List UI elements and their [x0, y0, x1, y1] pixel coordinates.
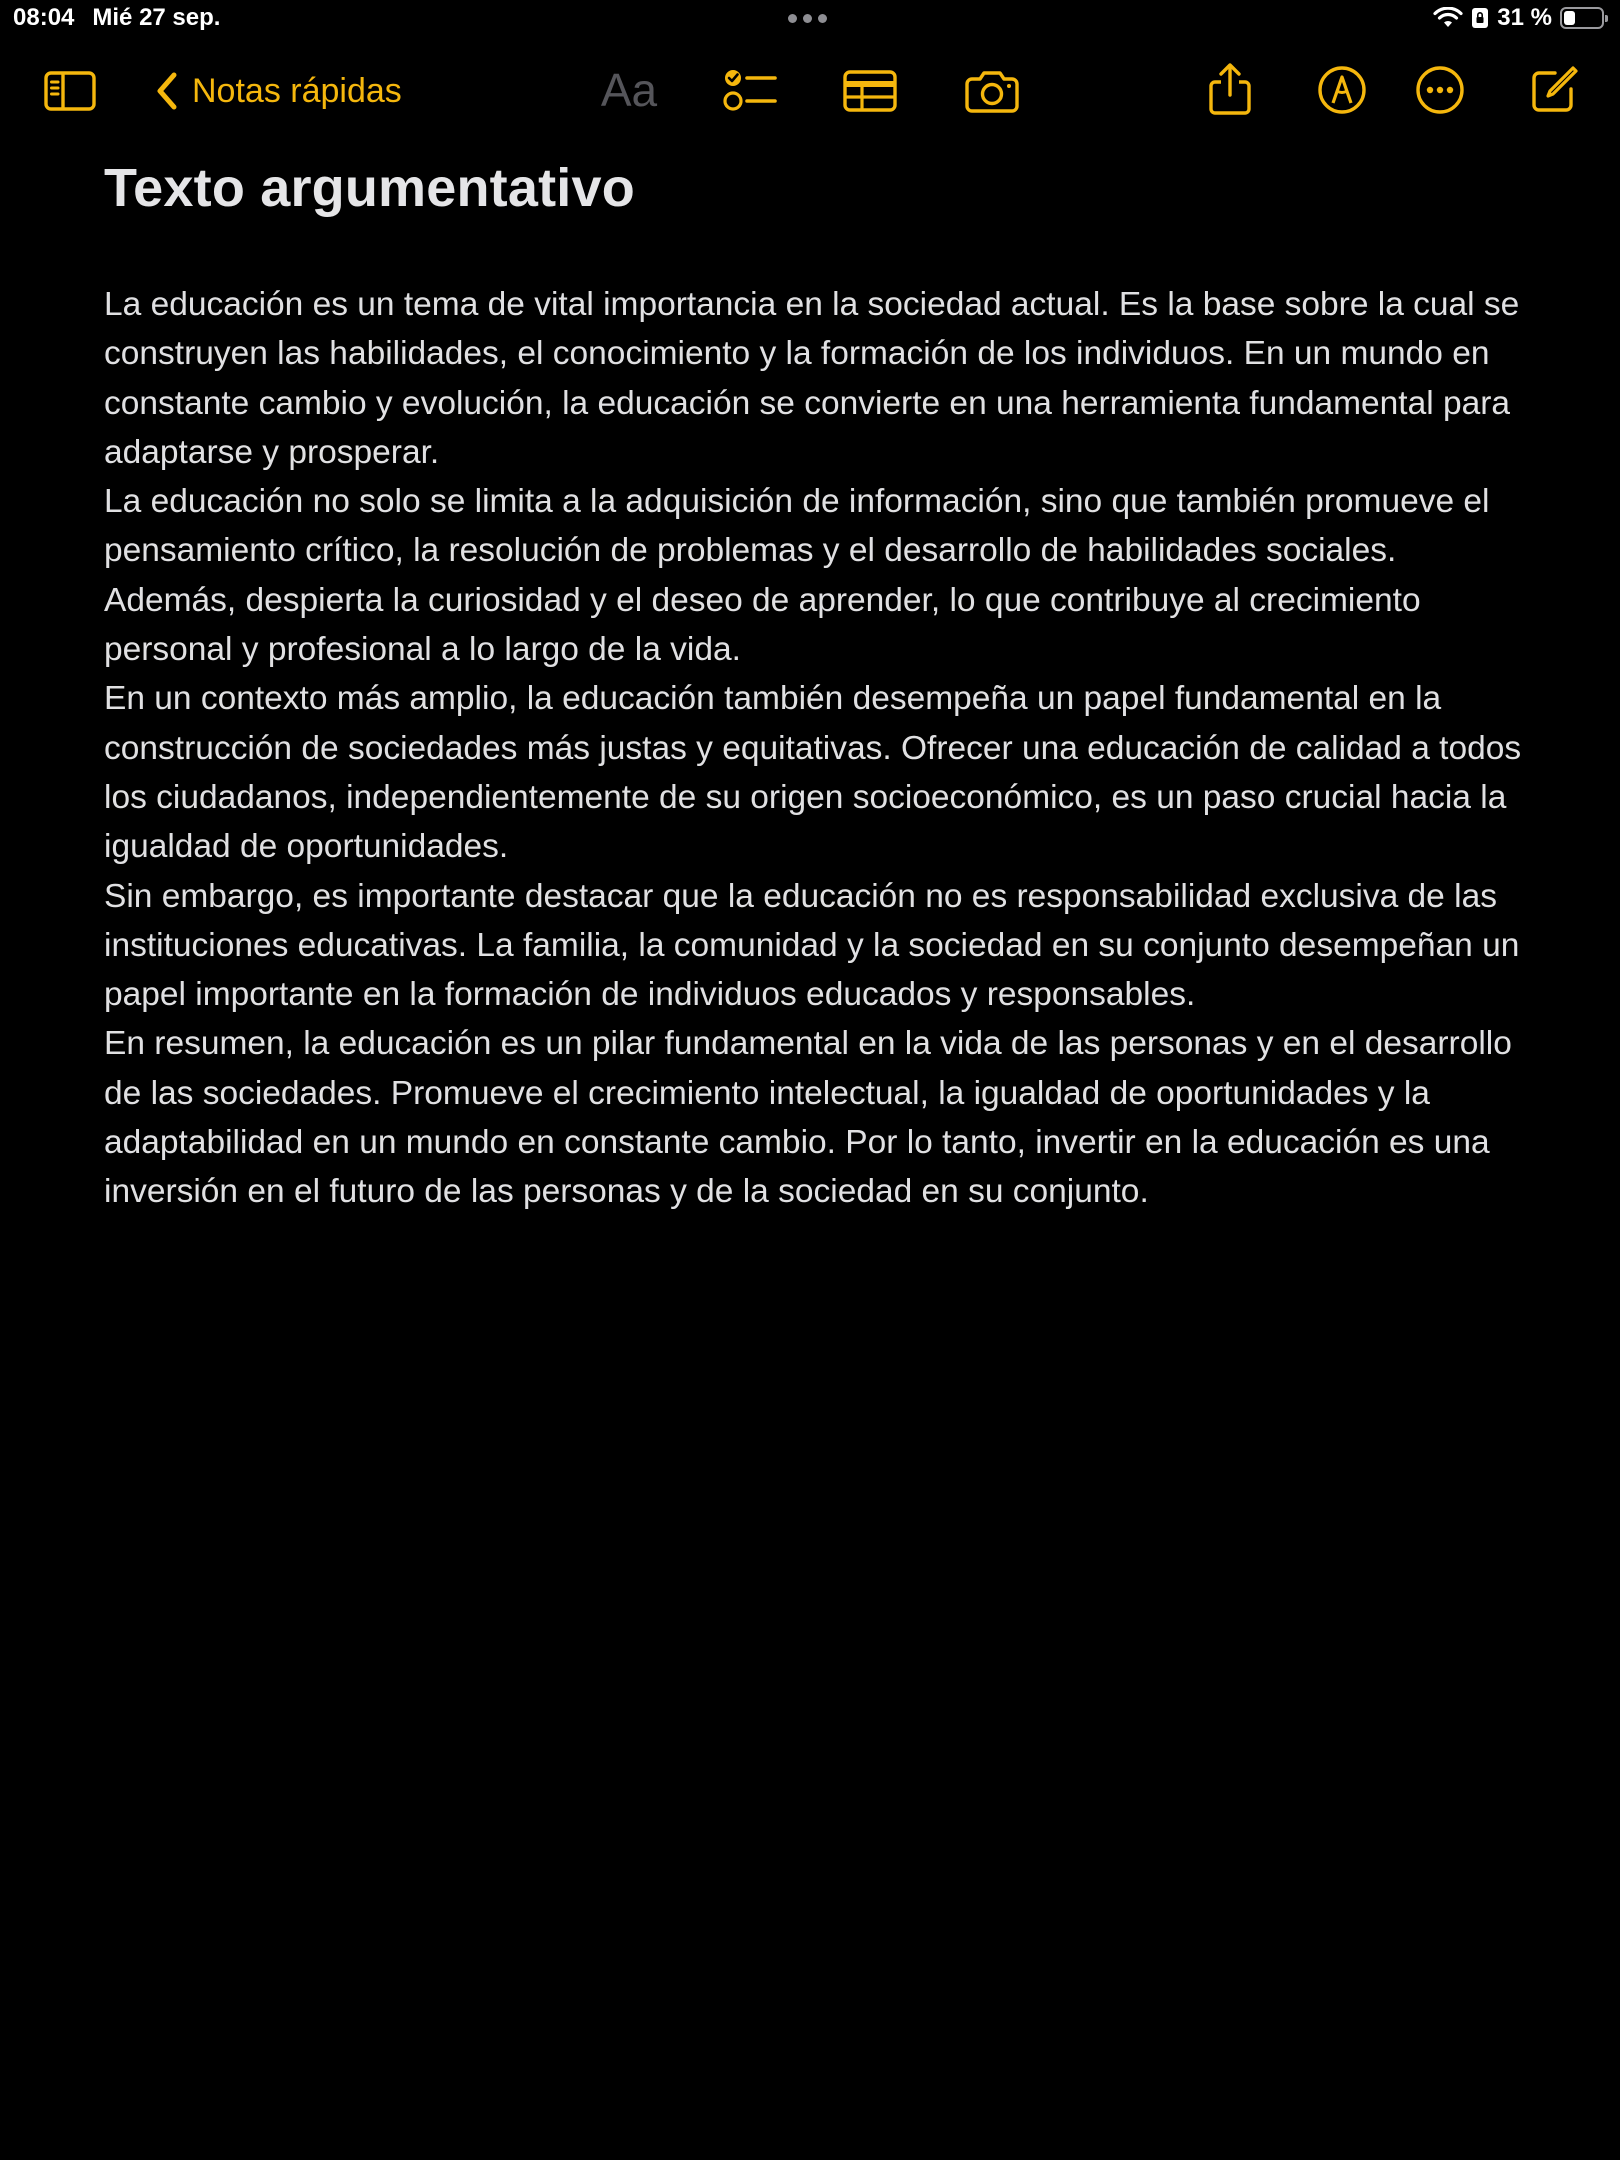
table-button[interactable]: [840, 66, 900, 116]
camera-button[interactable]: [962, 66, 1022, 116]
note-paragraph[interactable]: La educación no solo se limita a la adquisición de información, sino que también promueve el pensamiento crítico, la resolución de problemas y el desarrollo de habilidades sociales. Además, despierta la curiosidad y el deseo de aprender, lo que contribuye al crecimiento personal y profesional a lo largo de la vida.: [104, 483, 1490, 669]
note-paragraph[interactable]: En un contexto más amplio, la educación también desempeña un papel fundamental en la construcción de sociedades más justas y equitativas. Ofrecer una educación de calidad a todos los ciudadanos, independientemente de su origen socioeconómico, es un paso crucial hacia la igualdad de oportunidades.: [104, 680, 1522, 866]
multitask-dot: [788, 14, 797, 23]
note-paragraph[interactable]: La educación es un tema de vital importancia en la sociedad actual. Es la base sobre la cual se construyen las habilidades, el conocimiento y la formación de los individuos. En un mundo en constante cambio y evolución, la educación se convierte en una herramienta fundamental para adaptarse y prosperar.: [104, 286, 1520, 471]
wifi-icon: [1433, 7, 1463, 29]
share-icon: [1207, 62, 1253, 116]
back-button-label: Notas rápidas: [192, 71, 402, 110]
note-body[interactable]: [104, 280, 1524, 1217]
checklist-icon: [723, 67, 777, 113]
text-format-button[interactable]: Aa: [600, 64, 658, 116]
status-indicators: [1433, 4, 1604, 32]
notes-toolbar: [0, 50, 1620, 132]
note-paragraph[interactable]: Sin embargo, es importante destacar que la educación no es responsabilidad exclusiva de las instituciones educativas. La familia, la comunidad y la sociedad en su conjunto desempeñan un papel importante en la formación de individuos educados y responsables.: [104, 877, 1520, 1014]
status-bar: [0, 0, 1620, 40]
note-paragraph[interactable]: En resumen, la educación es un pilar fundamental en la vida de las personas y en el desarrollo de las sociedades. Promueve el crecimiento intelectual, la igualdad de oportunidades y la adaptabilidad en un mundo en constante cambio. Por lo tanto, invertir en la educación es una inversión en el futuro de las personas y de la sociedad en su conjunto.: [104, 1025, 1512, 1211]
note-editor[interactable]: [104, 152, 1524, 1217]
status-date: Mié 27 sep.: [92, 4, 221, 31]
back-button[interactable]: [156, 66, 402, 116]
orientation-lock-icon: [1471, 7, 1489, 29]
more-options-button[interactable]: [1410, 62, 1470, 118]
table-icon: [843, 70, 897, 112]
sidebar-toggle-button[interactable]: [40, 66, 100, 116]
multitask-dot: [818, 14, 827, 23]
compose-button[interactable]: [1524, 62, 1584, 118]
checklist-button[interactable]: [720, 64, 780, 116]
status-time: 08:04: [13, 4, 75, 31]
share-button[interactable]: [1200, 58, 1260, 120]
multitasking-menu[interactable]: [788, 14, 827, 23]
more-icon: [1415, 65, 1465, 115]
chevron-left-icon: [156, 72, 178, 110]
sidebar-icon: [44, 71, 96, 111]
battery-level: [1564, 11, 1575, 25]
markup-pen-icon: [1317, 65, 1367, 115]
note-title[interactable]: Texto argumentativo: [104, 158, 635, 218]
camera-icon: [964, 69, 1020, 113]
battery-icon: [1560, 7, 1604, 29]
multitask-dot: [803, 14, 812, 23]
battery-percent: 31 %: [1497, 4, 1552, 31]
markup-button[interactable]: [1312, 62, 1372, 118]
compose-icon: [1529, 65, 1579, 115]
status-time-date: [13, 4, 220, 32]
